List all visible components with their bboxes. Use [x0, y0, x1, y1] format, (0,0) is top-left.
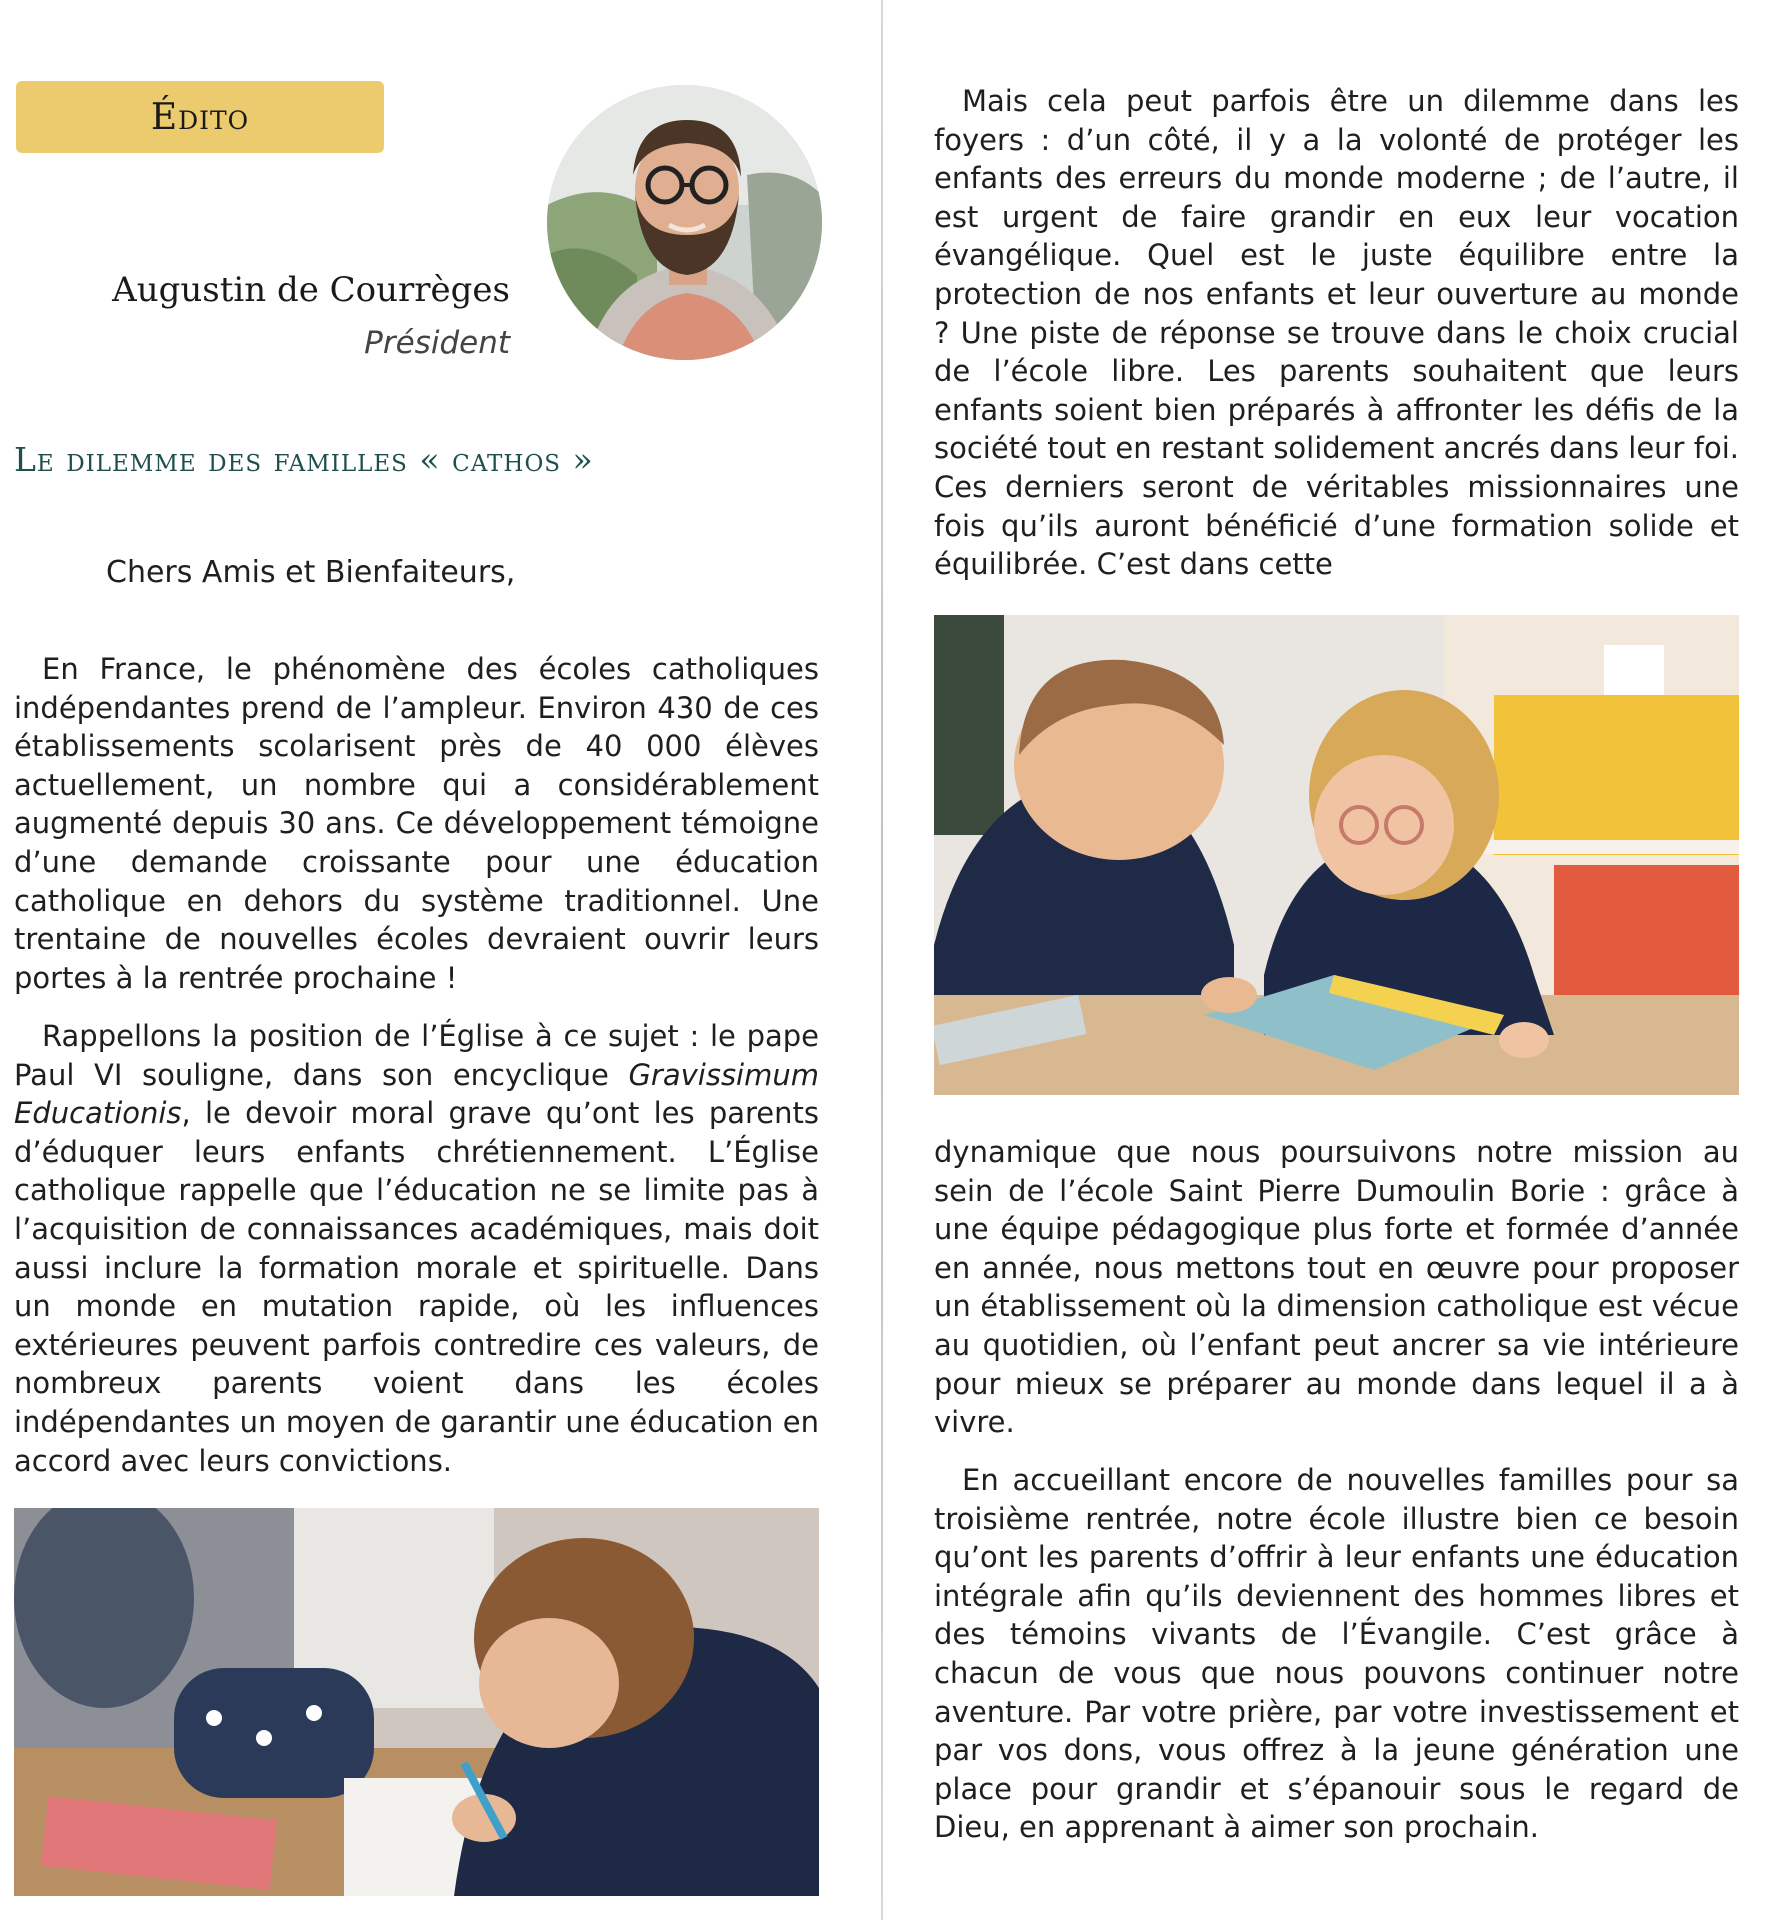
paragraph-3: Mais cela peut parfois être un dilemme dans les foyers : d’un côté, il y a la volonté de protéger les enfants des erreurs du monde moderne ; de l’autre, il est urgent de faire grandir en eux leur vocation évangélique. Quel est le juste équilibre entre la protection de nos enfants et leur ouverture au monde ? Une piste de réponse se trouve dans le choix crucial de l’école libre. Les parents souhaitent que leurs enfants soient bien préparés à affronter les défis de la société tout en restant solidement ancrés dans leur foi. Ces derniers seront de véritables missionnaires une fois qu’ils auront bénéficié d’une formation solide et équilibrée. C’est dans cette	[934, 84, 1739, 582]
paragraph-2	[14, 1017, 819, 1480]
edito-badge: Édito	[16, 81, 384, 153]
author-portrait	[547, 85, 822, 360]
greeting: Chers Amis et Bienfaiteurs,	[106, 555, 516, 590]
paragraph-5: En accueillant encore de nouvelles familles pour sa troisième rentrée, notre école illustre bien ce besoin qu’ont les parents d’offrir à leur enfants une éducation intégrale afin qu’ils deviennent des hommes libres et des témoins vivants de l’Évangile. C’est grâce à chacun de vous que nous pouvons continuer notre aventure. Par votre prière, par votre investissement et par vos dons, vous offrez à la jeune génération une place pour grandir et s’épanouir sous le regard de Dieu, en apprenant à aimer son prochain.	[934, 1463, 1739, 1845]
author-name: Augustin de Courrèges	[112, 270, 510, 310]
paragraph-2-start: Rappellons la position de l’Église à ce sujet : le pape Paul VI souligne, dans son encyclique	[14, 1019, 819, 1092]
encyclical-title: Gravissimum Educationis	[14, 1057, 819, 1131]
paragraph-1: En France, le phénomène des écoles catholiques indépendantes prend de l’ampleur. Environ 430 de ces établissements scolarisent près de 40 000 élèves actuellement, un nombre qui a considérablement augmenté depuis 30 ans. Ce développement témoigne d’une demande croissante pour une éducation catholique en dehors du système traditionnel. Une trentaine de nouvelles écoles devraient ouvrir leurs portes à la rentrée prochaine !	[14, 652, 819, 995]
photo-boy-writing	[14, 1508, 819, 1896]
article-title: Le dilemme des familles « cathos »	[14, 440, 594, 479]
paragraph-2-end: , le devoir moral grave qu’ont les parents d’éduquer leurs enfants chrétiennement. L’Église catholique rappelle que l’éducation ne se limite pas à l’acquisition de connaissances académiques, mais doit aussi inclure la formation morale et spirituelle. Dans un monde en mutation rapide, où les influences extérieures peuvent parfois contredire ces valeurs, de nombreux parents voient dans les écoles indépendantes un moyen de garantir une éducation en accord avec leurs convictions.	[14, 1096, 819, 1478]
author-role: Président	[364, 325, 510, 361]
left-column	[14, 0, 819, 1920]
page-fold	[881, 0, 883, 1920]
right-column	[934, 0, 1739, 1920]
paragraph-4: dynamique que nous poursuivons notre mission au sein de l’école Saint Pierre Dumoulin Borie : grâce à une équipe pédagogique plus forte et formée d’année en année, nous mettons tout en œuvre pour proposer un établissement où la dimension catholique est vécue au quotidien, où l’enfant peut ancrer sa vie intérieure pour mieux se préparer au monde dans lequel il a à vivre.	[934, 1135, 1739, 1440]
photo-children-reading	[934, 615, 1739, 1095]
